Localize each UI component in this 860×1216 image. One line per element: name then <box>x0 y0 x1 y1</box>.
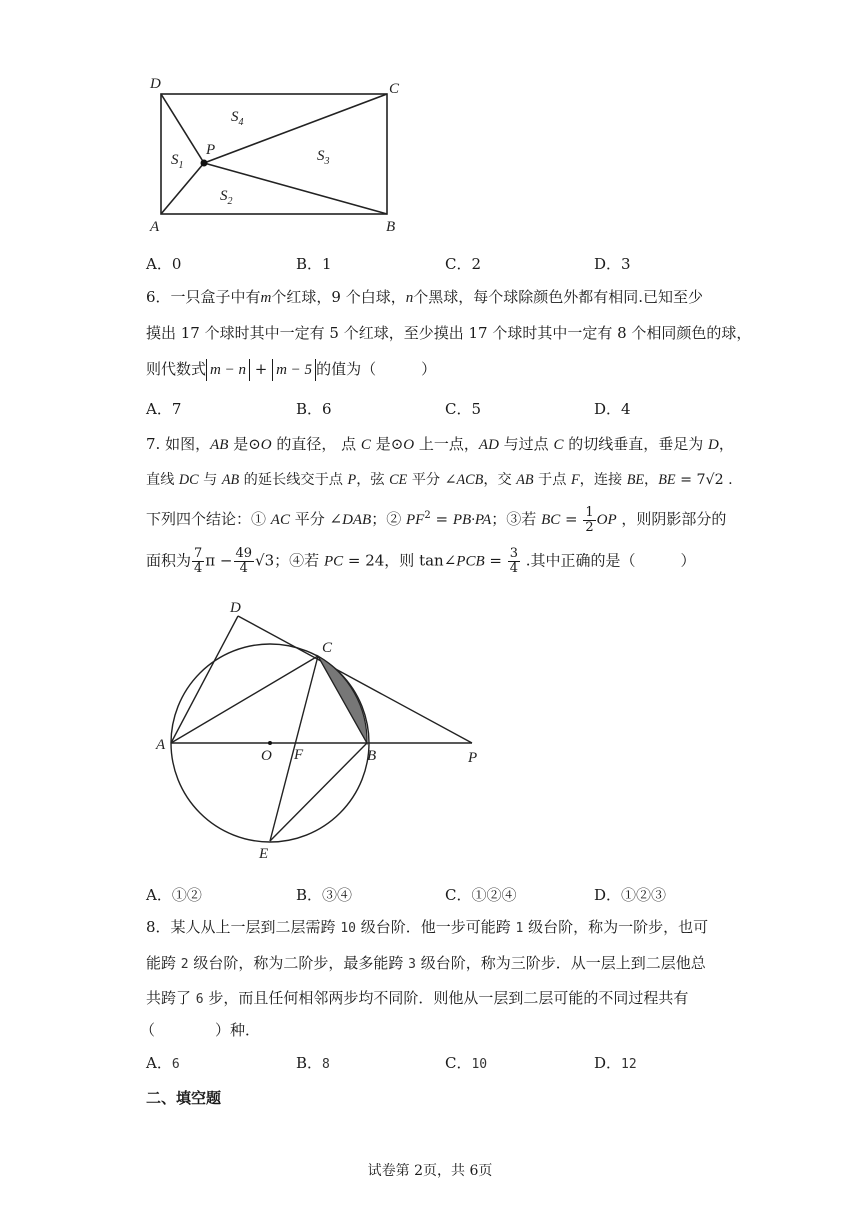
page-footer: 试卷第 2页，共 6页 <box>367 1163 493 1179</box>
label-b: B <box>367 748 377 764</box>
q6-line-1: 6．一只盒子中有m个红球，9 个白球，n个黑球，每个球除颜色外都有相同.已知至少 <box>146 288 703 306</box>
figure-circle <box>150 594 500 866</box>
q8-option-a[interactable]: A．6 <box>146 1054 180 1072</box>
q7-option-c[interactable]: C．①②④ <box>445 886 517 904</box>
segment-eb <box>270 743 367 841</box>
q8-option-b[interactable]: B．8 <box>296 1054 330 1072</box>
abs-expr-2: m − 5 <box>272 359 316 381</box>
label-a: A <box>150 219 160 235</box>
figure-rectangle <box>140 70 420 240</box>
label-p: P <box>468 750 478 766</box>
fraction-one-half: $\frac{1}{2}$ <box>585 504 594 535</box>
q8-option-d[interactable]: D．12 <box>594 1054 637 1072</box>
label-b: B <box>386 219 396 235</box>
line-dp <box>238 616 472 743</box>
q6-line-2: 摸出 17 个球时其中一定有 5 个红球，至少摸出 17 个球时其中一定有 8 个相同颜色的球， <box>146 324 752 342</box>
q6-option-c[interactable]: C．5 <box>445 400 482 418</box>
q8-option-c[interactable]: C．10 <box>445 1054 488 1072</box>
q8-line-1: 8．某人从上一层到二层需跨 10 级台阶．他一步可能跨 1 级台阶，称为一阶步，也可 <box>146 918 709 936</box>
q7-option-b[interactable]: B．③④ <box>296 886 353 904</box>
center-o-dot <box>268 741 272 745</box>
q8-line-4: （ ）种． <box>140 1021 261 1039</box>
label-p: P <box>206 142 216 158</box>
q7-line-1: 7. 如图，AB 是⊙O 的直径， 点 C 是⊙O 上一点，AD 与过点 C 的切线垂直，垂足为 D， <box>146 435 734 453</box>
q7-line-4: 面积为 $\frac{7}{4}$ π − $\frac{49}{4}$ √3；④若 PC = 24，则 tan∠PCB = $\frac{3}{4}$ .其中正确的是（ ） <box>146 546 696 576</box>
label-f: F <box>294 747 304 763</box>
q6-option-b[interactable]: B．6 <box>296 400 332 418</box>
section-title-fill-in: 二、填空题 <box>146 1089 222 1107</box>
q7-option-d[interactable]: D．①②③ <box>594 886 667 904</box>
label-d: D <box>150 76 161 92</box>
abs-expr-1: m − n <box>206 359 250 381</box>
fraction-seven-quarters: $\frac{7}{4}$ <box>194 546 203 576</box>
rectangle-abcd <box>161 94 387 214</box>
label-s1: $S_1$ <box>171 152 184 171</box>
label-a: A <box>156 737 166 753</box>
q7-option-a[interactable]: A．①② <box>146 886 202 904</box>
q5-option-b[interactable]: B．1 <box>296 255 332 273</box>
label-o: O <box>261 748 272 764</box>
point-p-dot <box>201 160 208 167</box>
q8-line-3: 共跨了 6 步，而且任何相邻两步均不同阶．则他从一层到二层可能的不同过程共有 <box>146 989 689 1007</box>
label-d: D <box>230 600 241 616</box>
q6-option-a[interactable]: A．7 <box>146 400 182 418</box>
label-e: E <box>259 846 269 862</box>
fraction-49-quarters: $\frac{49}{4}$ <box>235 546 253 576</box>
segment-cp <box>204 94 387 163</box>
segment-dp <box>161 94 204 163</box>
q7-line-3: 下列四个结论：① AC 平分 ∠DAB；② $PF^2 = PB\cdot PA$；③若 BC = $\frac{1}{2}$ OP ，则阴影部分的 <box>146 504 727 535</box>
q6-option-d[interactable]: D．4 <box>594 400 631 418</box>
q8-line-2: 能跨 2 级台阶，称为二阶步，最多能跨 3 级台阶，称为三阶步．从一层上到二层他总 <box>146 954 706 972</box>
label-c: C <box>322 640 333 656</box>
fraction-three-quarters: $\frac{3}{4}$ <box>509 546 519 576</box>
q7-line-2: 直线 DC 与 AB 的延长线交于点 P，弦 CE 平分 ∠ACB，交 AB 于点 F，连接 BE，BE = 7√2 . <box>146 472 733 488</box>
q6-line-3: 则代数式 m − n + m − 5 的值为（ ） <box>146 358 436 381</box>
label-c: C <box>389 81 400 97</box>
label-s3: $S_3$ <box>317 148 330 167</box>
q5-option-d[interactable]: D．3 <box>594 255 631 273</box>
segment-ac <box>171 656 318 743</box>
q5-option-c[interactable]: C．2 <box>445 255 482 273</box>
q5-option-a[interactable]: A．0 <box>146 255 182 273</box>
label-s2: $S_2$ <box>220 188 233 207</box>
label-s4: $S_4$ <box>231 109 244 128</box>
